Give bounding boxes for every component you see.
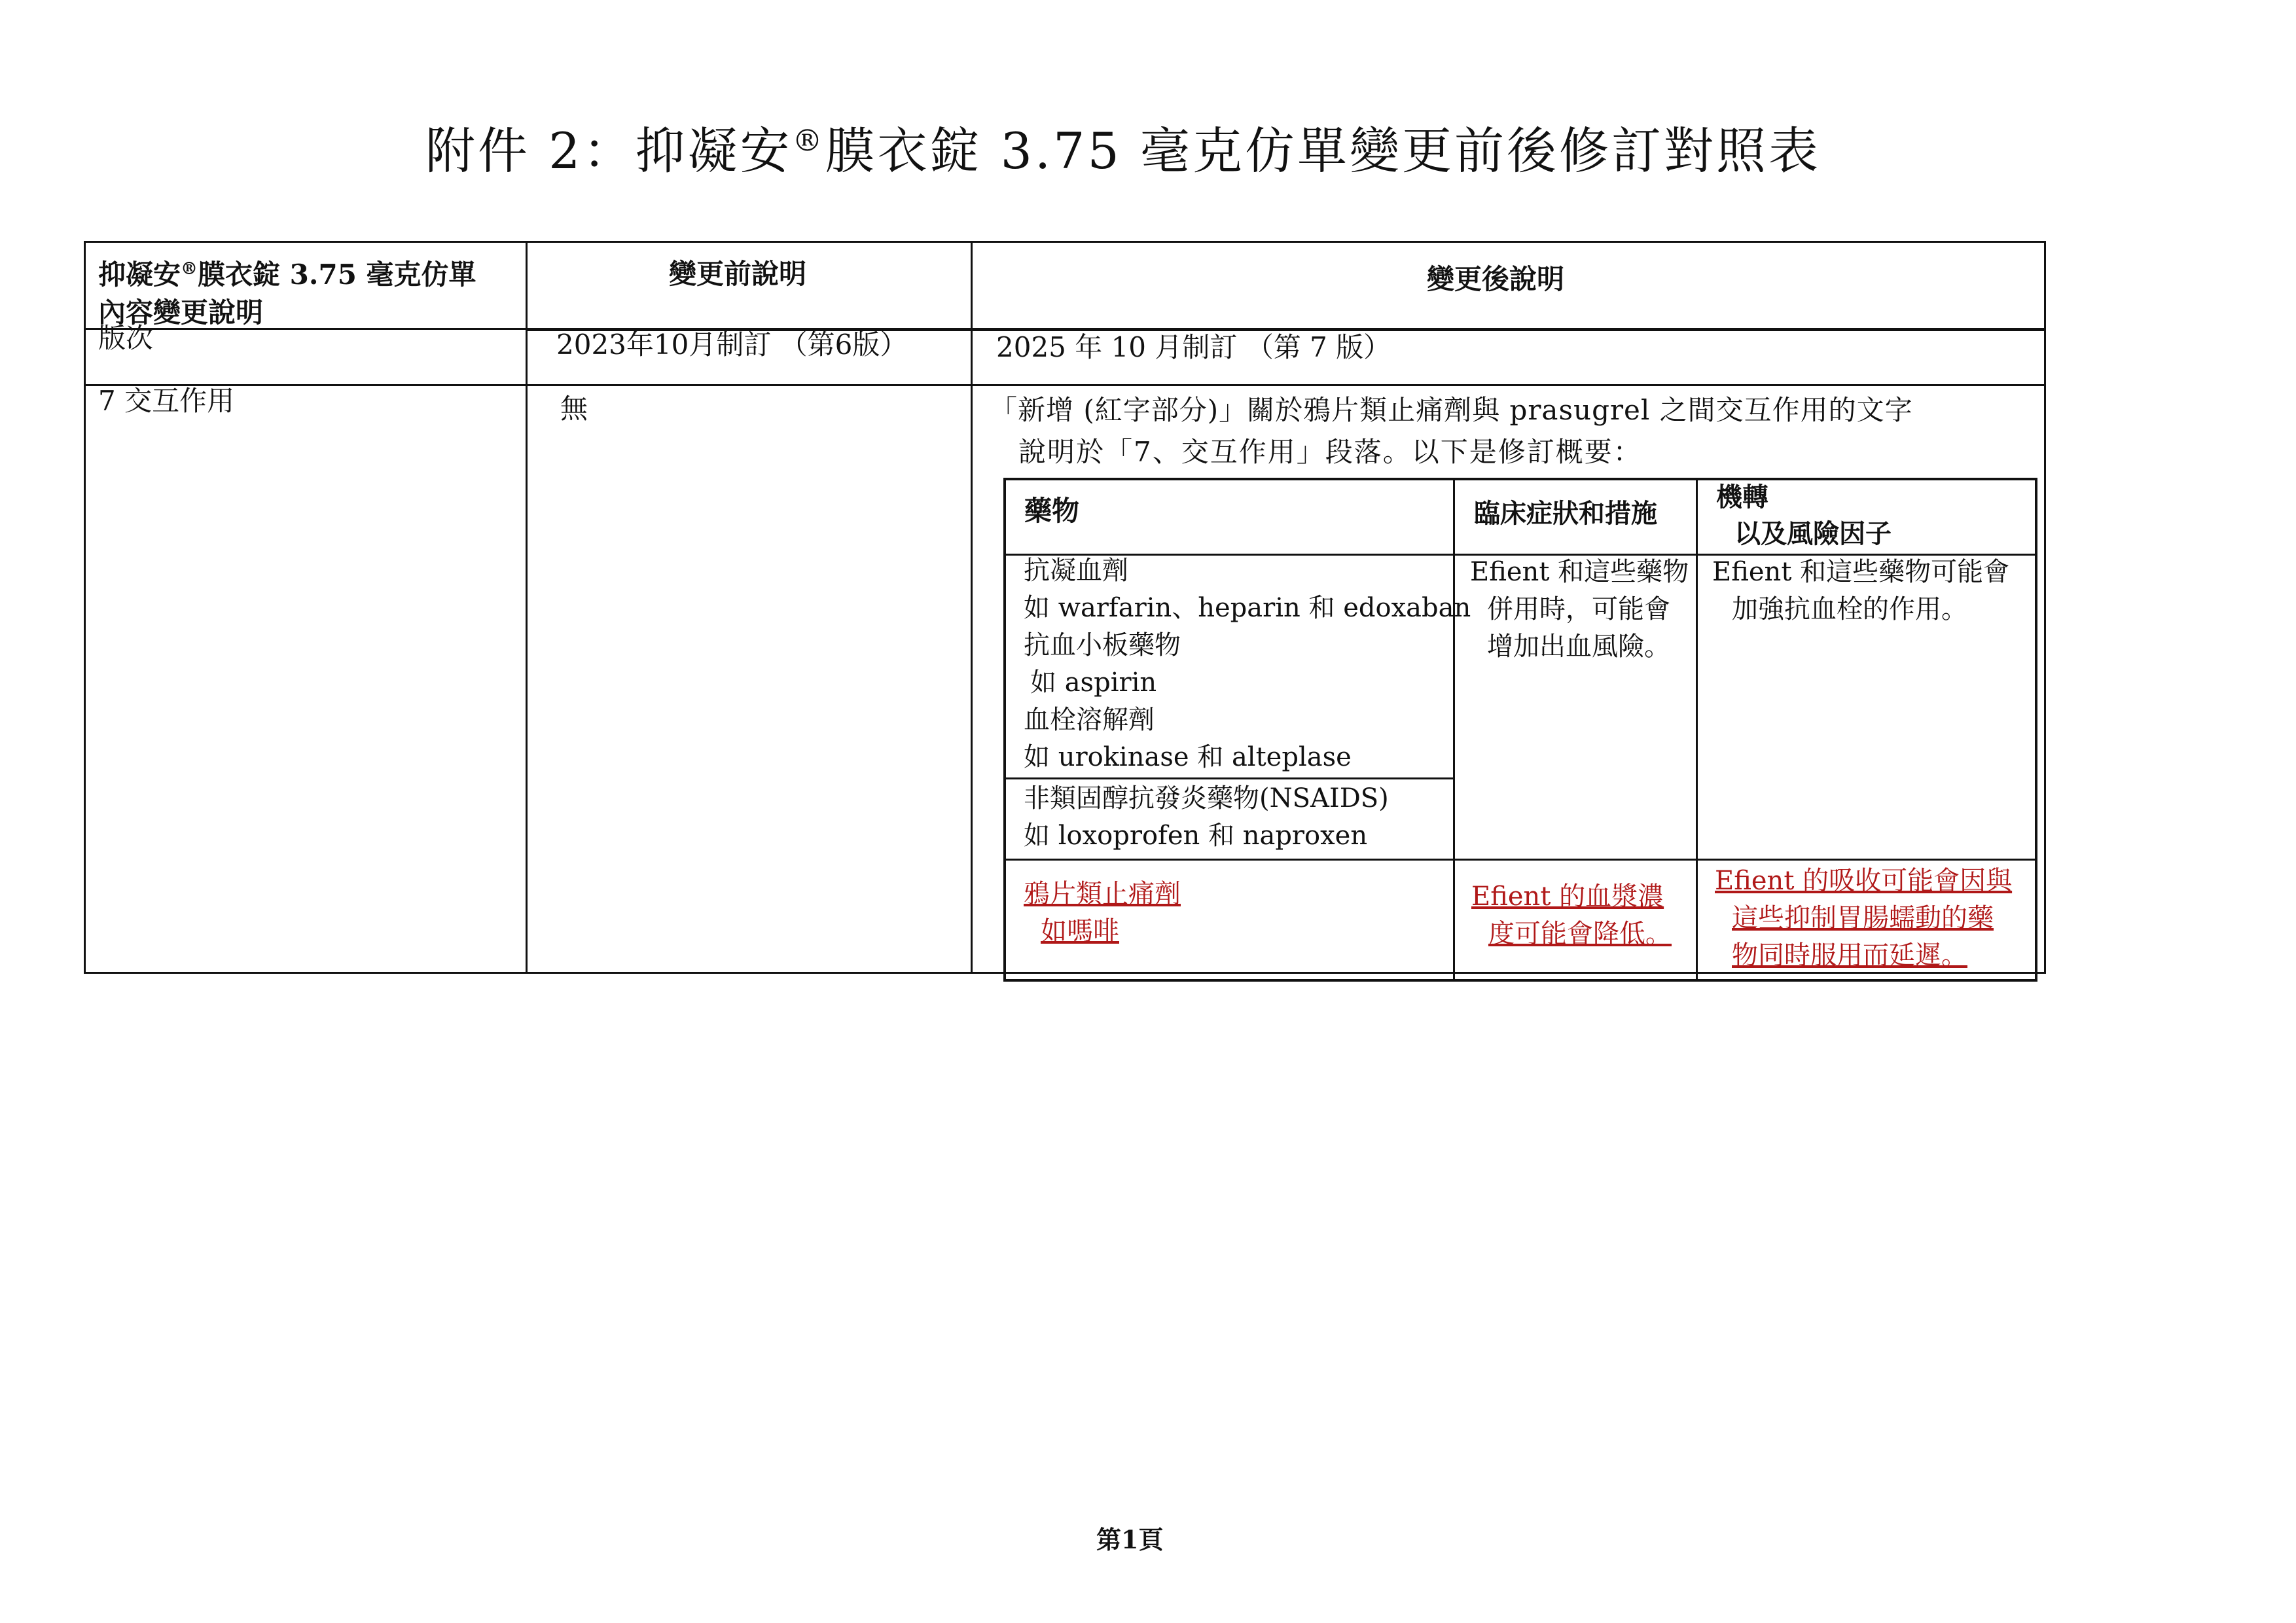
interaction-after-line1: 「新增 (紅字部分)」關於鴉片類止痛劑與 prasugrel 之間交互作用的文字: [990, 394, 1913, 426]
inner-header-clinical: 臨床症狀和措施: [1474, 498, 1657, 529]
header-after: 變更後說明: [1427, 263, 1565, 295]
page-number: 第1頁: [1096, 1525, 1164, 1554]
interaction-before: 無: [560, 393, 588, 425]
table-divider: [526, 243, 528, 972]
version-after: 2025 年 10 月制訂 （第 7 版）: [996, 331, 1391, 363]
inner-divider: [1006, 859, 2035, 861]
inner-drug-list-nsaids: 非類固醇抗發炎藥物(NSAIDS) 如 loxoprofen 和 naproxen: [1024, 783, 1389, 851]
header-before: 變更前說明: [669, 258, 807, 290]
table-divider: [86, 384, 2044, 386]
inner-header-drug: 藥物: [1024, 495, 1080, 527]
inner-mechanism-absorption-added: Efient 的吸收可能會因與 這些抑制胃腸蠕動的藥 物同時服用而延遲。: [1715, 866, 2013, 971]
table-divider: [971, 243, 973, 972]
version-label: 版次: [98, 322, 154, 354]
interaction-after-line2: 說明於「7、交互作用」段落。以下是修訂概要：: [1018, 436, 1642, 468]
inner-clinical-bleeding: Efient 和這些藥物 併用時，可能會 增加出血風險。: [1470, 557, 1689, 662]
inner-divider: [1006, 777, 1453, 779]
inner-header-mechanism: 機轉 以及風險因子: [1716, 482, 1892, 549]
inner-drug-list-anticoagulants: 抗凝血劑 如 warfarin、heparin 和 edoxaban 抗血小板藥物 如 aspirin 血栓溶解劑 如 urokinase 和 alteplase: [1024, 556, 1471, 772]
inner-clinical-plasma-added: Efient 的血漿濃 度可能會降低。: [1471, 882, 1672, 949]
inner-drug-opioids-added: 鴉片類止痛劑 如嗎啡: [1024, 879, 1181, 946]
header-change-description: 抑凝安®膜衣錠 3.75 毫克仿單 內容變更說明: [98, 259, 476, 329]
page-title: 附件 2：抑凝安®膜衣錠 3.75 毫克仿單變更前後修訂對照表: [425, 122, 1821, 180]
version-before: 2023年10月制訂 （第6版）: [556, 329, 908, 361]
inner-mechanism-antithrombotic: Efient 和這些藥物可能會 加強抗血栓的作用。: [1712, 557, 2010, 624]
interaction-label: 7 交互作用: [98, 385, 235, 417]
